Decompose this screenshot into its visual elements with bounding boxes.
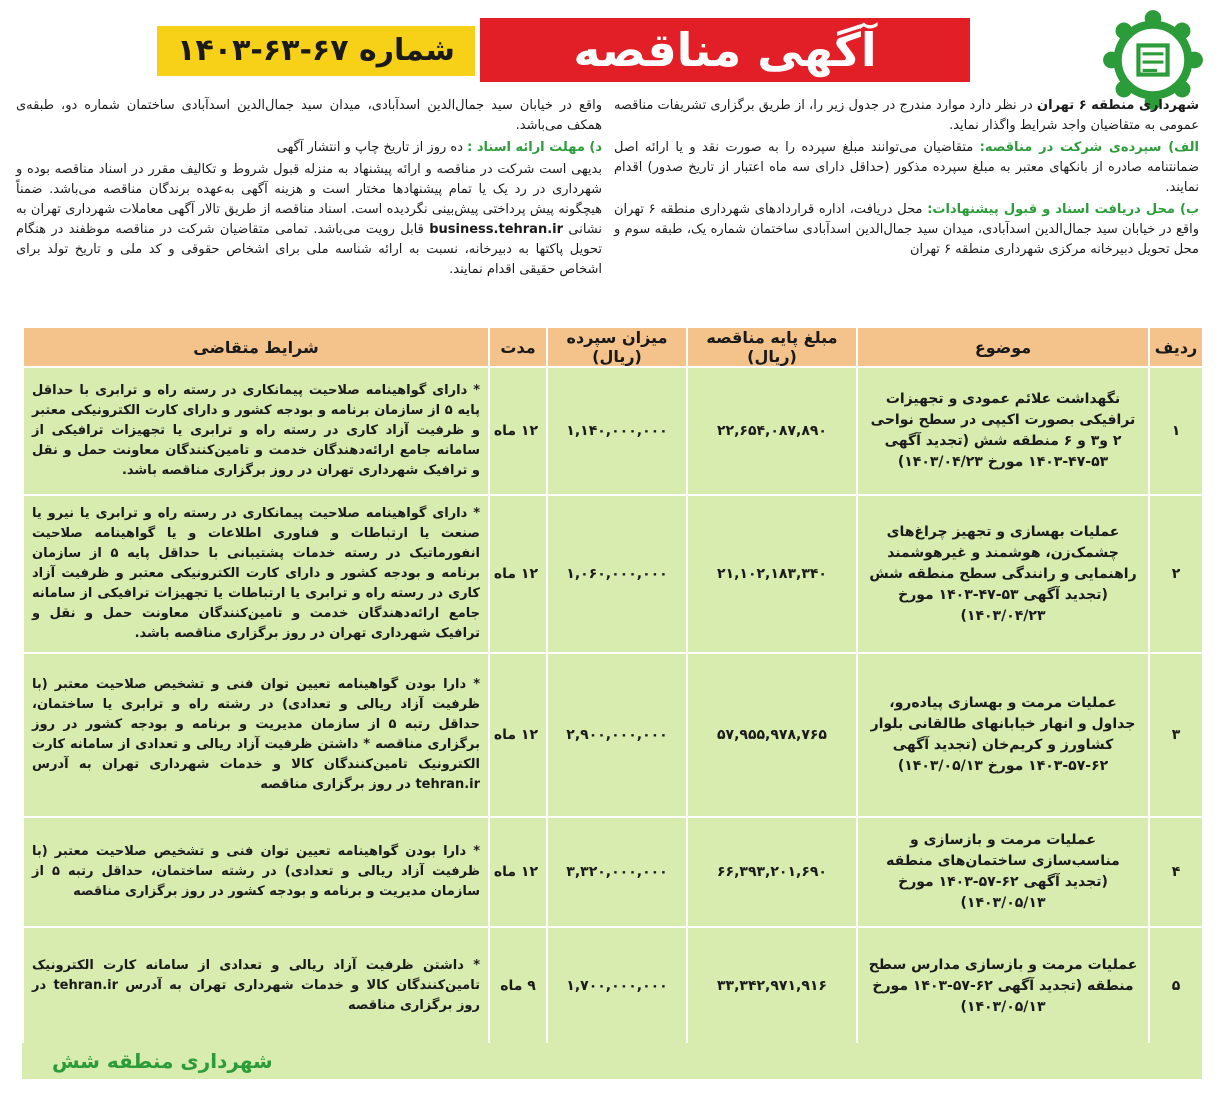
- row-duration: ۱۲ ماه: [489, 367, 547, 495]
- business-site-link[interactable]: business.tehran.ir: [429, 222, 564, 237]
- row-conditions: * دارا بودن گواهینامه تعیین توان فنی و تشخیص صلاحیت معتبر (با ظرفیت آزاد ریالی و تعدادی) در رشته راه و ترابری یا ساختمان، حداقل رتبه ۵ از سازمان مدیریت و برنامه و بودجه کشور در روز برگزاری مناقصه * داشتن ظرفیت آزاد ریالی و تعدادی از سامانه کارت الکترونیک تامین‌کنندگان کالا و خدمات شهرداری تهران به آدرس tehran.ir در روز برگزاری مناقصه: [23, 653, 489, 817]
- row-subject: عملیات بهسازی و تجهیز چراغ‌های چشمک‌زن، هوشمند و غیرهوشمند راهنمایی و رانندگی سطح منطقه شش (تجدید آگهی ۵۳-۴۷-۱۴۰۳ مورخ ۱۴۰۳/۰۴/۲۳): [857, 495, 1149, 653]
- col-header-conditions: شرایط متقاضی: [23, 327, 489, 367]
- row-subject: عملیات مرمت و بازسازی و مناسب‌سازی ساختمان‌های منطقه (تجدید آگهی ۶۲-۵۷-۱۴۰۳ مورخ ۱۴۰۳/۰۵/۱۳): [857, 817, 1149, 927]
- row-deposit: ۱,۱۴۰,۰۰۰,۰۰۰: [547, 367, 687, 495]
- footer-bar: [22, 1043, 1202, 1079]
- row-deposit: ۱,۷۰۰,۰۰۰,۰۰۰: [547, 927, 687, 1045]
- row-subject: نگهداشت علائم عمودی و تجهیزات ترافیکی بصورت اکیپی در سطح نواحی ۲ و۳ و ۶ منطقه شش (تجدید آگهی ۵۳-۴۷-۱۴۰۳ مورخ ۱۴۰۳/۰۴/۲۳): [857, 367, 1149, 495]
- section-d: [16, 138, 602, 158]
- row-number: ۲: [1149, 495, 1203, 653]
- col-header-duration: مدت: [489, 327, 547, 367]
- row-number: ۱: [1149, 367, 1203, 495]
- intro-left-column: [16, 96, 602, 282]
- table-row: [23, 927, 1203, 1045]
- col-header-subject: موضوع: [857, 327, 1149, 367]
- col-header-base-amount: مبلغ پایه مناقصه (ریال): [687, 327, 857, 367]
- section-b: [614, 200, 1199, 260]
- row-conditions: * دارا بودن گواهینامه تعیین توان فنی و تشخیص صلاحیت معتبر (با ظرفیت آزاد ریالی و تعدادی) در رشته ساختمان، حداقل رتبه ۵ از سازمان مدیریت و برنامه و بودجه کشور در روز برگزاری مناقصه: [23, 817, 489, 927]
- col-header-row-number: ردیف: [1149, 327, 1203, 367]
- notice-title: آگهی مناقصه: [480, 18, 970, 82]
- intro-right-column: [614, 96, 1199, 262]
- row-subject: عملیات مرمت و بهسازی پیاده‌رو، جداول و انهار خیابانهای طالقانی بلوار کشاورز و کریم‌خان (تجدید آگهی ۶۲-۵۷-۱۴۰۳ مورخ ۱۴۰۳/۰۵/۱۳): [857, 653, 1149, 817]
- row-number: ۳: [1149, 653, 1203, 817]
- tender-table: [22, 326, 1204, 1046]
- row-deposit: ۱,۰۶۰,۰۰۰,۰۰۰: [547, 495, 687, 653]
- row-base-amount: ۳۳,۳۴۲,۹۷۱,۹۱۶: [687, 927, 857, 1045]
- table-header-row: [23, 327, 1203, 367]
- row-base-amount: ۲۱,۱۰۲,۱۸۳,۳۴۰: [687, 495, 857, 653]
- row-conditions: * داشتن ظرفیت آزاد ریالی و تعدادی از سامانه کارت الکترونیک تامین‌کنندگان کالا و خدمات شهرداری تهران به آدرس tehran.ir در روز برگزاری مناقصه: [23, 927, 489, 1045]
- col-header-deposit: میزان سپرده (ریال): [547, 327, 687, 367]
- section-a-text: متقاضیان می‌توانند مبلغ سپرده را به صورت نقد و یا ارائه اصل ضمانتنامه صادره از بانکهای معتبر به مبلغ سپرده مذکور (حداقل دارای سه ماه اعتبار از تاریخ صدور) اقدام نمایند.: [614, 140, 1199, 195]
- footer-signature: شهرداری منطقه شش: [52, 1049, 273, 1073]
- row-duration: ۹ ماه: [489, 927, 547, 1045]
- row-number: ۴: [1149, 817, 1203, 927]
- row-duration: ۱۲ ماه: [489, 653, 547, 817]
- row-base-amount: ۶۶,۳۹۳,۲۰۱,۶۹۰: [687, 817, 857, 927]
- row-duration: ۱۲ ماه: [489, 817, 547, 927]
- table-row: [23, 495, 1203, 653]
- row-conditions: * دارای گواهینامه صلاحیت پیمانکاری در رسته راه و ترابری با حداقل پایه ۵ از سازمان برنامه و بودجه کشور و دارای کارت الکترونیکی معتبر و ظرفیت آزاد کاری در رسته راه و ترابری یا تجهیزات ترافیکی از سامانه جامع ارائه‌دهندگان خدمت و تامین‌کنندگان معاونت حمل و نقل و ترافیک شهرداری تهران در روز برگزاری مناقصه باشد.: [23, 367, 489, 495]
- row-conditions: * دارای گواهینامه صلاحیت پیمانکاری در رسته راه و ترابری یا نیرو یا صنعت یا ارتباطات و فناوری اطلاعات و یا گواهینامه صلاحیت انفورماتیک در رسته خدمات پشتیبانی با حداقل پایه ۵ از سازمان برنامه و بودجه کشور و دارای کارت الکترونیکی معتبر و ظرفیت آزاد کاری در رسته راه و ترابری یا ارتباطات یا تجهیزات ترافیکی از سامانه جامع ارائه‌دهندگان خدمت و تامین‌کنندگان معاونت حمل و نقل و ترافیک شهرداری تهران در روز برگزاری مناقصه باشد.: [23, 495, 489, 653]
- section-d-text: ده روز از تاریخ چاپ و انتشار آگهی: [276, 140, 463, 155]
- row-base-amount: ۲۲,۶۵۴,۰۸۷,۸۹۰: [687, 367, 857, 495]
- intro-municipality: شهرداری منطقه ۶ تهران: [1037, 98, 1199, 113]
- section-d-heading: د) مهلت ارائه اسناد :: [467, 140, 602, 155]
- section-a-heading: الف) سپرده‌ی شرکت در مناقصه:: [979, 140, 1199, 155]
- table-row: [23, 817, 1203, 927]
- section-a: [614, 138, 1199, 198]
- terms-paragraph: [16, 160, 602, 280]
- section-b-text: محل دریافت، اداره قراردادهای شهرداری منطقه ۶ تهران واقع در خیابان سید جمال‌الدین اسدآبادی، میدان سید جمال‌الدین اسدآبادی ساختمان شماره یک، طبقه سوم و محل تحویل دبیرخانه مرکزی شهرداری منطقه ۶ تهران: [614, 202, 1199, 257]
- table-row: [23, 653, 1203, 817]
- section-c-text: واقع در خیابان سید جمال‌الدین اسدآبادی، میدان سید جمال‌الدین اسدآبادی ساختمان شماره دو، طبقه‌ی همکف می‌باشد.: [16, 98, 602, 133]
- section-b-heading: ب) محل دریافت اسناد و قبول پیشنهادات:: [927, 202, 1200, 217]
- row-base-amount: ۵۷,۹۵۵,۹۷۸,۷۶۵: [687, 653, 857, 817]
- table-row: [23, 367, 1203, 495]
- terms-text: بدیهی است شرکت در مناقصه و ارائه پیشنهاد به منزله قبول شروط و تکالیف مقرر در اسناد مناقصه بوده و شهرداری در رد یک یا تمام پیشنهادها مختار است و هزینه آگهی به‌عهده برندگان مناقصه می‌باشد. ضمناً هیچگونه پیش پرداختی پیش‌بینی نگردیده است. اسناد مناقصه از طریق تالار آگهی معاملات شهرداری تهران به نشانی: [16, 162, 603, 237]
- intro-text: در نظر دارد موارد مندرج در جدول زیر را، از طریق برگزاری تشریفات مناقصه عمومی به متقاضیان واجد شرایط واگذار نماید.: [614, 98, 1199, 133]
- row-number: ۵: [1149, 927, 1203, 1045]
- terms-text-2: قابل رویت می‌باشد. تمامی متقاضیان شرکت در مناقصه موظفند در هنگام تحویل پاکتها به دبیرخانه، نسبت به ارائه شناسه ملی برای اشخاص حقوقی و کد ملی و تاریخ تولد برای اشخاص حقیقی اقدام نمایند.: [16, 222, 602, 277]
- row-duration: ۱۲ ماه: [489, 495, 547, 653]
- row-deposit: ۳,۳۲۰,۰۰۰,۰۰۰: [547, 817, 687, 927]
- notice-header: [160, 18, 970, 84]
- row-subject: عملیات مرمت و بازسازی مدارس سطح منطقه (تجدید آگهی ۶۲-۵۷-۱۴۰۳ مورخ ۱۴۰۳/۰۵/۱۳): [857, 927, 1149, 1045]
- intro-paragraph: [614, 96, 1199, 136]
- row-deposit: ۲,۹۰۰,۰۰۰,۰۰۰: [547, 653, 687, 817]
- notice-number: شماره ۶۷-۶۳-۱۴۰۳: [157, 26, 475, 76]
